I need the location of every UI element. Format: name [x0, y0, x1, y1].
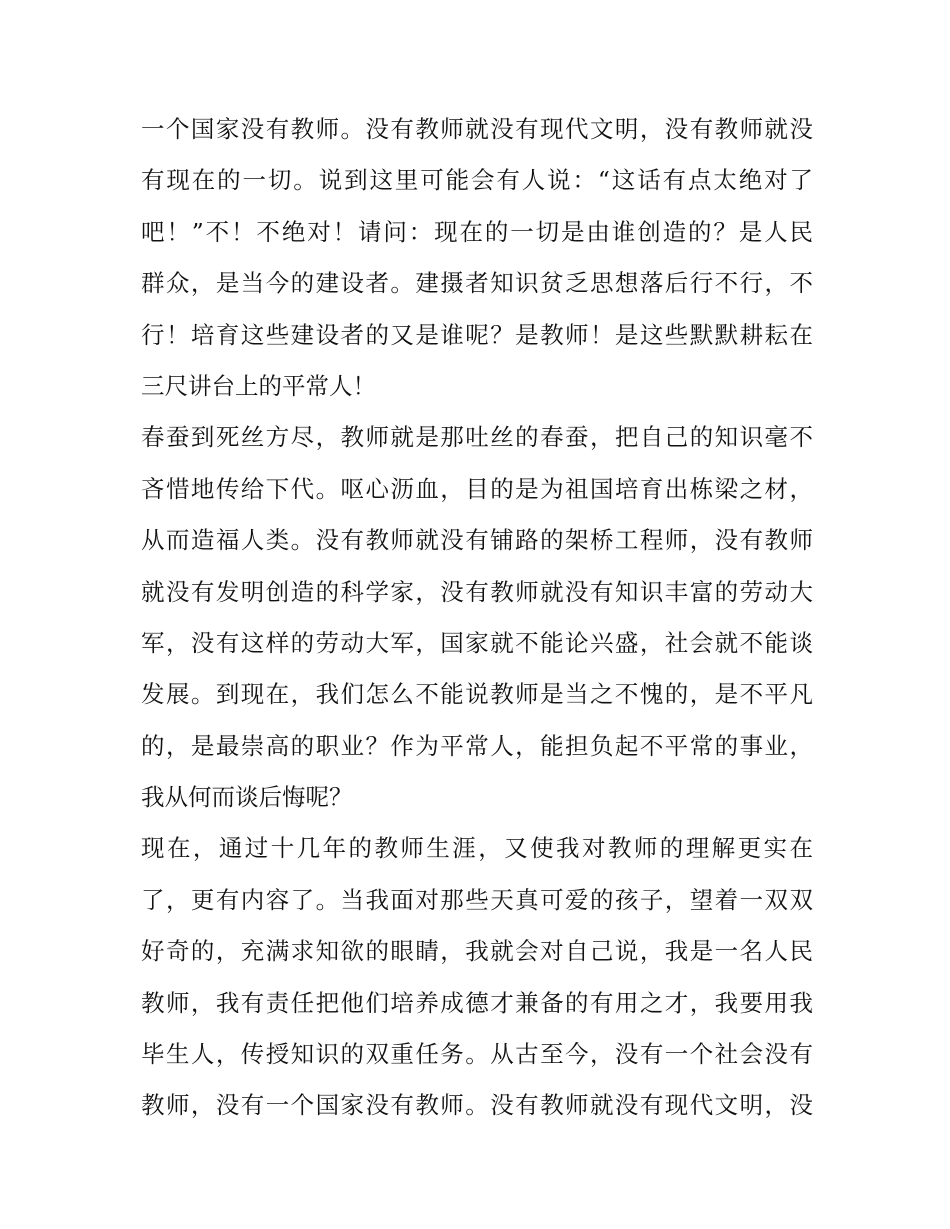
- paragraph-3: [141, 823, 813, 1131]
- text-line: 吧！”不！不绝对！请问：现在的一切是由谁创造的？是人民: [141, 217, 813, 246]
- text-line: 就没有发明创造的科学家，没有教师就没有知识丰富的劳动大: [141, 577, 813, 606]
- text-line: 的，是最崇高的职业？作为平常人，能担负起不平常的事业，: [141, 731, 813, 760]
- text-line: 好奇的，充满求知欲的眼睛，我就会对自己说，我是一名人民: [141, 937, 813, 966]
- paragraph-2: [141, 412, 813, 823]
- text-line: 行！培育这些建设者的又是谁呢？是教师！是这些默默耕耘在: [141, 320, 813, 349]
- text-line: 春蚕到死丝方尽，教师就是那吐丝的春蚕，把自己的知识毫不: [141, 423, 813, 452]
- text-line: 群众，是当今的建设者。建摄者知识贫乏思想落后行不行，不: [141, 269, 813, 298]
- text-line: 有现在的一切。说到这里可能会有人说：“这话有点太绝对了: [141, 166, 813, 195]
- text-line: 毕生人，传授知识的双重任务。从古至今，没有一个社会没有: [141, 1040, 813, 1069]
- text-line: 现在，通过十几年的教师生涯，又使我对教师的理解更实在: [141, 834, 813, 863]
- text-line: 从而造福人类。没有教师就没有铺路的架桥工程师，没有教师: [141, 526, 813, 555]
- text-line: 我从何而谈后悔呢？: [141, 783, 353, 812]
- text-line: 了，更有内容了。当我面对那些天真可爱的孩子，望着一双双: [141, 885, 813, 914]
- text-line: 三尺讲台上的平常人！: [141, 371, 376, 400]
- text-line: 军，没有这样的劳动大军，国家就不能论兴盛，社会就不能谈: [141, 628, 813, 657]
- text-line: 一个国家没有教师。没有教师就没有现代文明，没有教师就没: [141, 115, 813, 143]
- paragraph-1: [141, 104, 813, 412]
- text-line: 发展。到现在，我们怎么不能说教师是当之不愧的，是不平凡: [141, 680, 813, 709]
- text-line: 教师，没有一个国家没有教师。没有教师就没有现代文明，没: [141, 1091, 813, 1120]
- text-line: 教师，我有责任把他们培养成德才兼备的有用之才，我要用我: [141, 988, 813, 1017]
- text-line: 吝惜地传给下代。呕心沥血，目的是为祖国培育出栋梁之材，: [141, 474, 813, 503]
- document-body: [141, 104, 813, 1132]
